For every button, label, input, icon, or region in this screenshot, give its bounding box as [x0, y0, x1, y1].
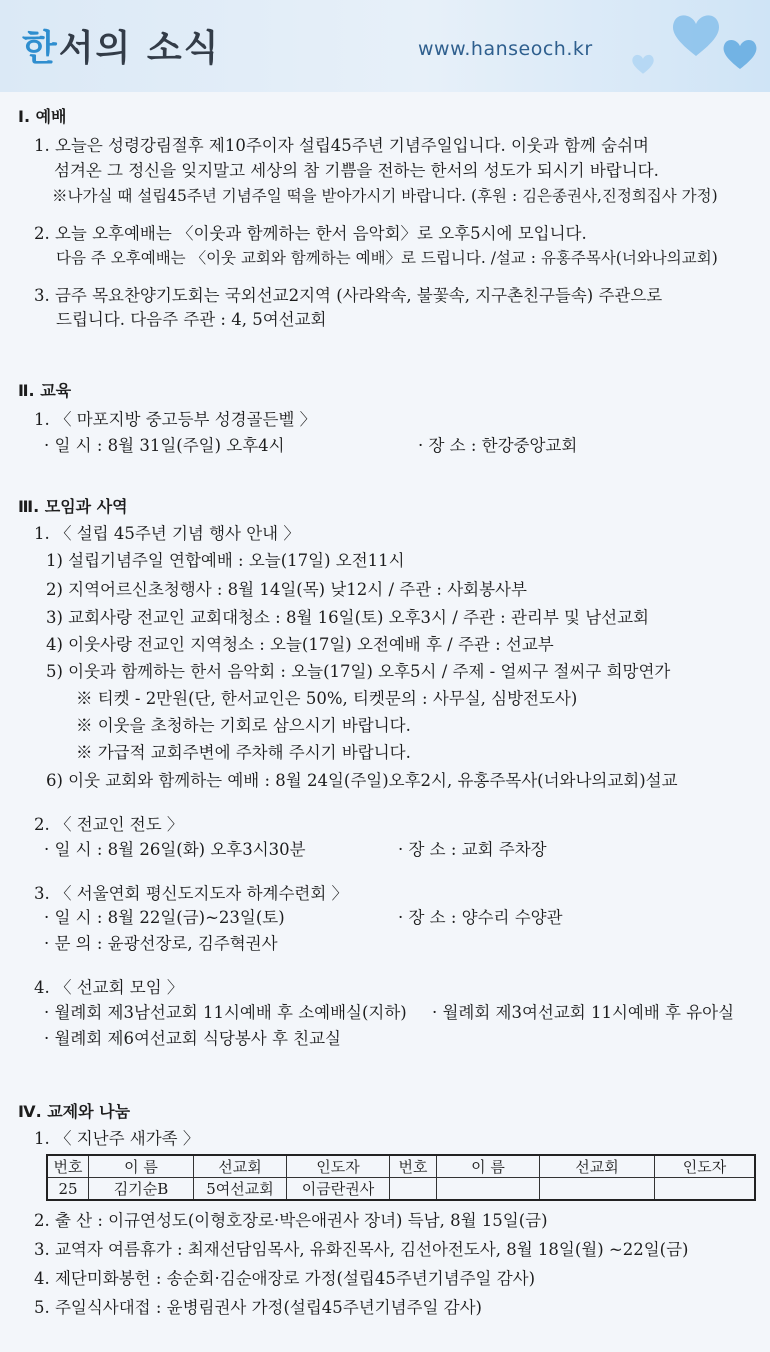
table-header: 번호 — [390, 1155, 437, 1178]
worship-item-2: 2. 오늘 오후예배는 〈이웃과 함께하는 한서 음악회〉로 오후5시에 모입니다. — [34, 224, 587, 243]
retreat-inquiry: · 문 의 : 윤광선장로, 김주혁권사 — [44, 934, 278, 953]
new-family-title: 1. 〈 지난주 새가족 〉 — [34, 1129, 200, 1148]
event-5-note-3: ※ 가급적 교회주변에 주차해 주시기 바랍니다. — [76, 743, 411, 762]
education-date: · 일 시 : 8월 31일(주일) 오후4시 — [44, 436, 285, 455]
table-row — [47, 1178, 755, 1201]
title-accent: 한 — [22, 28, 59, 69]
mission-meeting-a: · 월례회 제3남선교회 11시예배 후 소예배실(지하) — [44, 1003, 407, 1022]
table-header: 이 름 — [437, 1155, 540, 1178]
retreat-date: · 일 시 : 8월 22일(금)~23일(토) — [44, 908, 285, 927]
anniversary-events-title: 1. 〈 설립 45주년 기념 행사 안내 〉 — [34, 524, 300, 543]
event-6: 6) 이웃 교회와 함께하는 예배 : 8월 24일(주일)오후2시, 유홍주목사(너와나의교회)설교 — [46, 771, 678, 790]
table-header: 선교회 — [540, 1155, 655, 1178]
section-heading-gatherings: Ⅲ. 모임과 사역 — [18, 497, 128, 516]
mission-meeting-b: · 월례회 제3여선교회 11시예배 후 유아실 — [432, 1003, 735, 1022]
website-url[interactable]: www.hanseoch.kr — [418, 38, 593, 60]
event-1: 1) 설립기념주일 연합예배 : 오늘(17일) 오전11시 — [46, 551, 405, 570]
table-cell — [655, 1178, 756, 1201]
event-4: 4) 이웃사랑 전교인 지역청소 : 오늘(17일) 오전예배 후 / 주관 : 선교부 — [46, 635, 554, 654]
education-item-1: 1. 〈 마포지방 중고등부 성경골든벨 〉 — [34, 410, 317, 429]
table-cell — [390, 1178, 437, 1201]
evangelism-date: · 일 시 : 8월 26일(화) 오후3시30분 — [44, 840, 306, 859]
table-cell: 25 — [47, 1178, 89, 1201]
retreat-title: 3. 〈 서울연회 평신도지도자 하계수련회 〉 — [34, 884, 349, 903]
worship-item-1: 1. 오늘은 성령강림절후 제10주이자 설립45주년 기념주일입니다. 이웃과 함께 숨쉬며 — [34, 136, 649, 155]
worship-item-3-cont: 드립니다. 다음주 주관 : 4, 5여선교회 — [56, 310, 327, 329]
new-family-table — [46, 1154, 756, 1201]
table-cell: 이금란권사 — [287, 1178, 390, 1201]
table-cell: 김기순B — [89, 1178, 194, 1201]
evangelism-title: 2. 〈 전교인 전도 〉 — [34, 815, 184, 834]
event-3: 3) 교회사랑 전교인 교회대청소 : 8월 16일(토) 오후3시 / 주관 : 관리부 및 남선교회 — [46, 608, 649, 627]
section-heading-fellowship: Ⅳ. 교제와 나눔 — [18, 1102, 131, 1121]
retreat-place: · 장 소 : 양수리 수양관 — [398, 908, 563, 927]
event-5-note-1: ※ 티켓 - 2만원(단, 한서교인은 50%, 티켓문의 : 사무실, 심방전도사) — [76, 689, 578, 708]
table-header: 인도자 — [287, 1155, 390, 1178]
table-cell: 5여선교회 — [194, 1178, 287, 1201]
altar-flowers: 4. 제단미화봉헌 : 송순회·김순애장로 가정(설립45주년기념주일 감사) — [34, 1269, 536, 1288]
mission-meeting-title: 4. 〈 선교회 모임 〉 — [34, 978, 184, 997]
event-5: 5) 이웃과 함께하는 한서 음악회 : 오늘(17일) 오후5시 / 주제 - 얼씨구 절씨구 희망연가 — [46, 662, 671, 681]
table-header: 선교회 — [194, 1155, 287, 1178]
event-2: 2) 지역어르신초청행사 : 8월 14일(목) 낮12시 / 주관 : 사회봉사부 — [46, 580, 527, 599]
birth-announcement: 2. 출 산 : 이규연성도(이형호장로·박은애권사 장녀) 득남, 8월 15일(금) — [34, 1211, 548, 1230]
section-heading-worship: Ⅰ. 예배 — [18, 107, 67, 126]
worship-note: ※나가실 때 설립45주년 기념주일 떡을 받아가시기 바랍니다. (후원 : 김은종권사,진정희집사 가정) — [52, 187, 718, 205]
table-header-row — [47, 1155, 755, 1178]
table-cell — [540, 1178, 655, 1201]
section-heading-education: Ⅱ. 교육 — [18, 381, 72, 400]
worship-item-3: 3. 금주 목요찬양기도회는 국외선교2지역 (사라왁속, 불꽃속, 지구촌친구들속) 주관으로 — [34, 286, 663, 305]
table-header: 이 름 — [89, 1155, 194, 1178]
sunday-meal: 5. 주일식사대접 : 윤병림권사 가정(설립45주년기념주일 감사) — [34, 1298, 482, 1317]
event-5-note-2: ※ 이웃을 초청하는 기회로 삼으시기 바랍니다. — [76, 716, 411, 735]
title-rest: 서의 소식 — [58, 28, 221, 69]
staff-vacation: 3. 교역자 여름휴가 : 최재선담임목사, 유화진목사, 김선아전도사, 8월 18일(월) ~22일(금) — [34, 1240, 689, 1259]
table-header: 번호 — [47, 1155, 89, 1178]
table-header: 인도자 — [655, 1155, 756, 1178]
worship-item-1-cont: 섬겨온 그 정신을 잊지말고 세상의 참 기쁨을 전하는 한서의 성도가 되시기 바랍니다. — [54, 161, 659, 180]
education-place: · 장 소 : 한강중앙교회 — [418, 436, 578, 455]
evangelism-place: · 장 소 : 교회 주차장 — [398, 840, 547, 859]
table-cell — [437, 1178, 540, 1201]
worship-item-2-cont: 다음 주 오후예배는 〈이웃 교회와 함께하는 예배〉로 드립니다. /설교 : 유홍주목사(너와나의교회) — [56, 249, 718, 267]
mission-meeting-c: · 월례회 제6여선교회 식당봉사 후 친교실 — [44, 1029, 341, 1048]
